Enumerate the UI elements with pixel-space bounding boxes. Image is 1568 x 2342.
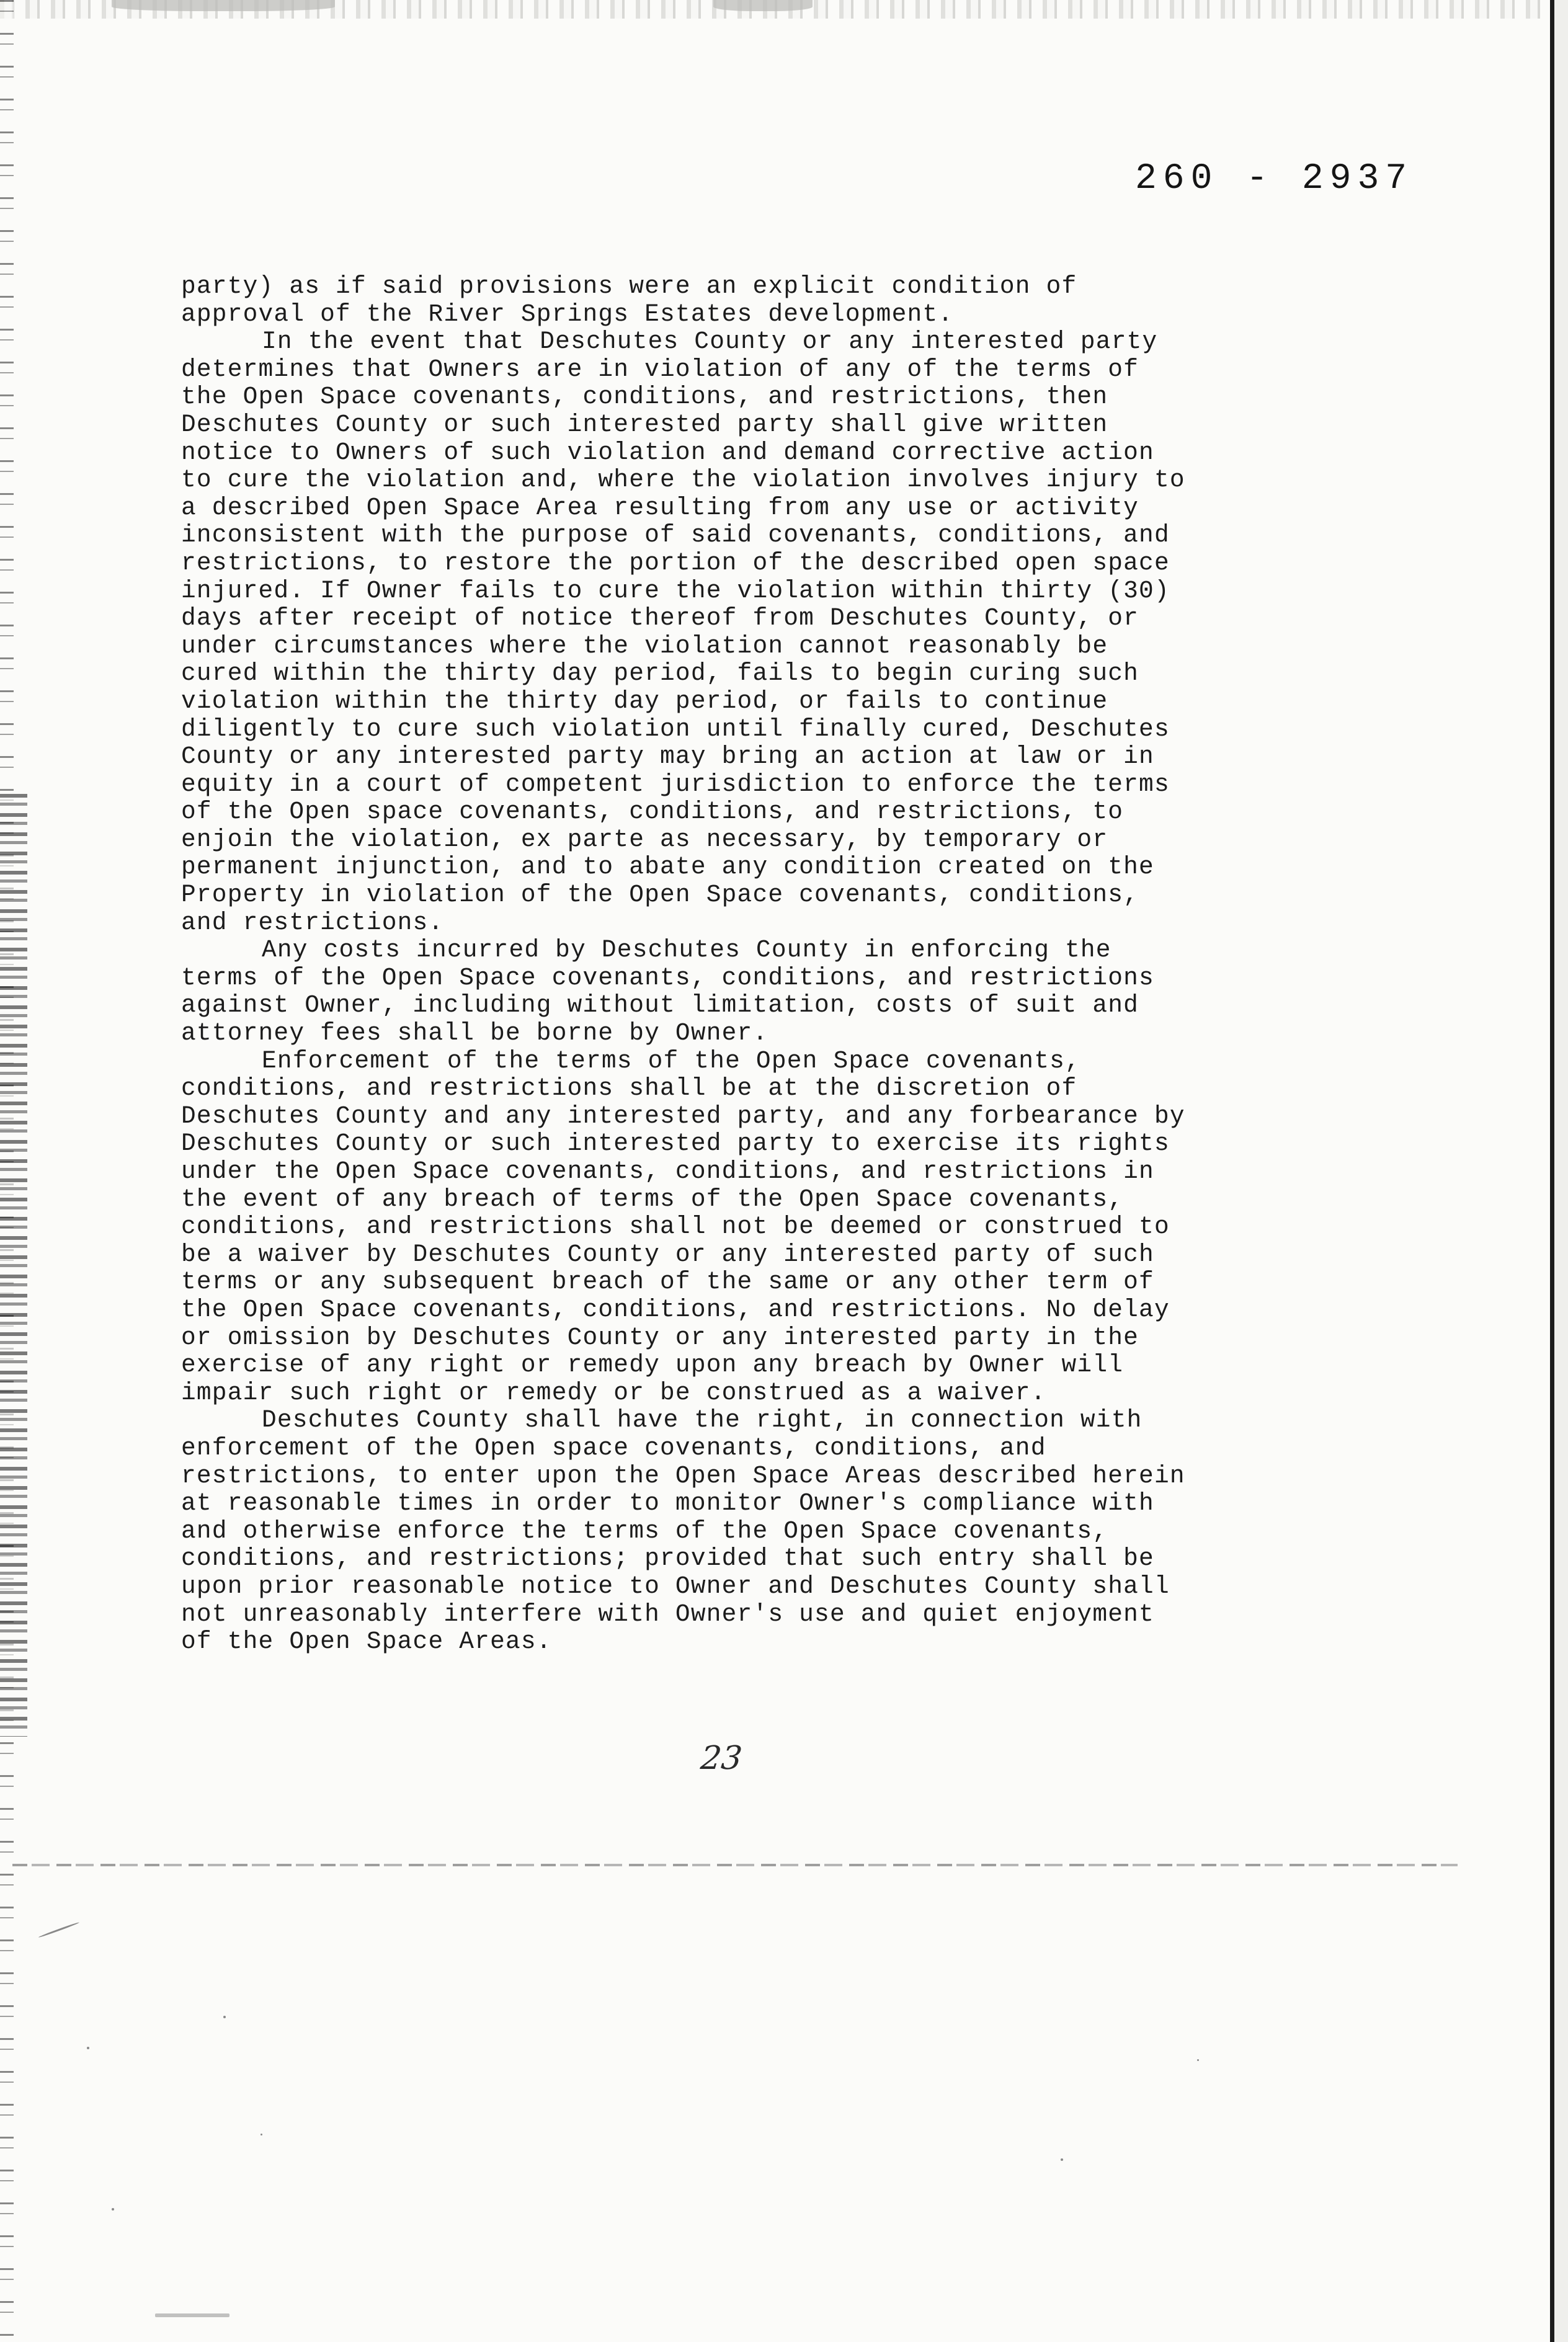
document-line: enjoin the violation, ex parte as necessary, by temporary or — [181, 825, 1108, 853]
document-line: Deschutes County or such interested party shall give written — [181, 410, 1108, 439]
document-line: upon prior reasonable notice to Owner and Deschutes County shall — [181, 1572, 1170, 1600]
document-line: the Open Space covenants, conditions, and restrictions, then — [181, 383, 1108, 411]
document-line: Deschutes County shall have the right, in connection with — [262, 1406, 1143, 1435]
scan-binding-marks — [0, 794, 27, 1737]
document-line: be a waiver by Deschutes County or any interested party of such — [181, 1240, 1154, 1268]
scan-right-margin — [1554, 0, 1568, 2342]
document-line: terms of the Open Space covenants, conditions, and restrictions — [181, 963, 1154, 992]
scan-speck — [261, 2134, 262, 2135]
document-line: Property in violation of the Open Space covenants, conditions, — [181, 881, 1139, 909]
document-line: and restrictions. — [181, 908, 444, 937]
document-line: conditions, and restrictions shall not be deemed or construed to — [181, 1213, 1170, 1241]
document-line: In the event that Deschutes County or any interested party — [262, 327, 1158, 356]
document-line: against Owner, including without limitation, costs of suit and — [181, 991, 1139, 1020]
document-line: inconsistent with the purpose of said covenants, conditions, and — [181, 521, 1170, 550]
handwritten-page-number: 23 — [698, 1740, 744, 1777]
document-line: cured within the thirty day period, fails to begin curing such — [181, 659, 1139, 688]
page-reference-number: 260 - 2937 — [1135, 159, 1414, 199]
document-line: of the Open space covenants, conditions, and restrictions, to — [181, 798, 1124, 826]
scan-speck — [112, 2208, 114, 2211]
document-line: restrictions, to restore the portion of the described open space — [181, 548, 1170, 577]
scan-speck — [87, 2047, 89, 2049]
document-line: Deschutes County and any interested party, and any forbearance by — [181, 1102, 1185, 1130]
scan-speck — [155, 2313, 229, 2317]
document-line: violation within the thirty day period, or fails to continue — [181, 687, 1108, 715]
document-line: attorney fees shall be borne by Owner. — [181, 1019, 768, 1048]
document-line: not unreasonably interfere with Owner's use and quiet enjoyment — [181, 1600, 1154, 1628]
document-line: or omission by Deschutes County or any interested party in the — [181, 1323, 1139, 1351]
document-line: the event of any breach of terms of the Open Space covenants, — [181, 1185, 1124, 1213]
document-line: Any costs incurred by Deschutes County in enforcing the — [262, 936, 1111, 964]
document-line: approval of the River Springs Estates development. — [181, 300, 954, 328]
document-line: at reasonable times in order to monitor Owner's compliance with — [181, 1489, 1154, 1518]
scan-smudge — [713, 0, 813, 11]
document-line: equity in a court of competent jurisdiction to enforce the terms — [181, 770, 1170, 798]
document-line: days after receipt of notice thereof from Deschutes County, or — [181, 604, 1139, 633]
document-line: and otherwise enforce the terms of the Open Space covenants, — [181, 1516, 1108, 1545]
document-line: restrictions, to enter upon the Open Space Areas described herein — [181, 1461, 1185, 1490]
scan-right-edge-line — [1550, 0, 1554, 2342]
document-line: determines that Owners are in violation of any of the terms of — [181, 355, 1139, 383]
document-line: enforcement of the Open space covenants, conditions, and — [181, 1433, 1046, 1462]
document-body-text — [181, 273, 1304, 1656]
document-line: under circumstances where the violation cannot reasonably be — [181, 631, 1108, 660]
document-line: permanent injunction, and to abate any condition created on the — [181, 853, 1154, 881]
document-line: conditions, and restrictions; provided that such entry shall be — [181, 1544, 1154, 1573]
scan-smudge — [112, 0, 335, 11]
document-line: County or any interested party may bring an action at law or in — [181, 742, 1154, 771]
document-line: of the Open Space Areas. — [181, 1627, 552, 1656]
document-line: diligently to cure such violation until finally cured, Deschutes — [181, 715, 1170, 743]
document-line: exercise of any right or remedy upon any breach by Owner will — [181, 1351, 1124, 1379]
scan-speck — [1061, 2158, 1063, 2161]
document-line: Deschutes County or such interested party to exercise its rights — [181, 1129, 1170, 1158]
document-line: a described Open Space Area resulting from any use or activity — [181, 493, 1139, 522]
document-line: the Open Space covenants, conditions, and restrictions. No delay — [181, 1295, 1170, 1324]
scan-speck — [1197, 2059, 1199, 2061]
document-line: notice to Owners of such violation and demand corrective action — [181, 438, 1154, 466]
document-line: terms or any subsequent breach of the same or any other term of — [181, 1268, 1154, 1296]
document-line: party) as if said provisions were an explicit condition of — [181, 272, 1077, 300]
document-line: to cure the violation and, where the violation involves injury to — [181, 466, 1185, 494]
scan-bottom-rule — [12, 1864, 1458, 1866]
document-line: injured. If Owner fails to cure the violation within thirty (30) — [181, 576, 1170, 605]
document-line: conditions, and restrictions shall be at the discretion of — [181, 1074, 1077, 1103]
scan-speck — [38, 1921, 80, 1938]
document-line: impair such right or remedy or be construed as a waiver. — [181, 1378, 1046, 1407]
document-line: Enforcement of the terms of the Open Space covenants, — [262, 1046, 1080, 1075]
document-line: under the Open Space covenants, conditions, and restrictions in — [181, 1157, 1154, 1185]
scan-speck — [223, 2016, 226, 2018]
